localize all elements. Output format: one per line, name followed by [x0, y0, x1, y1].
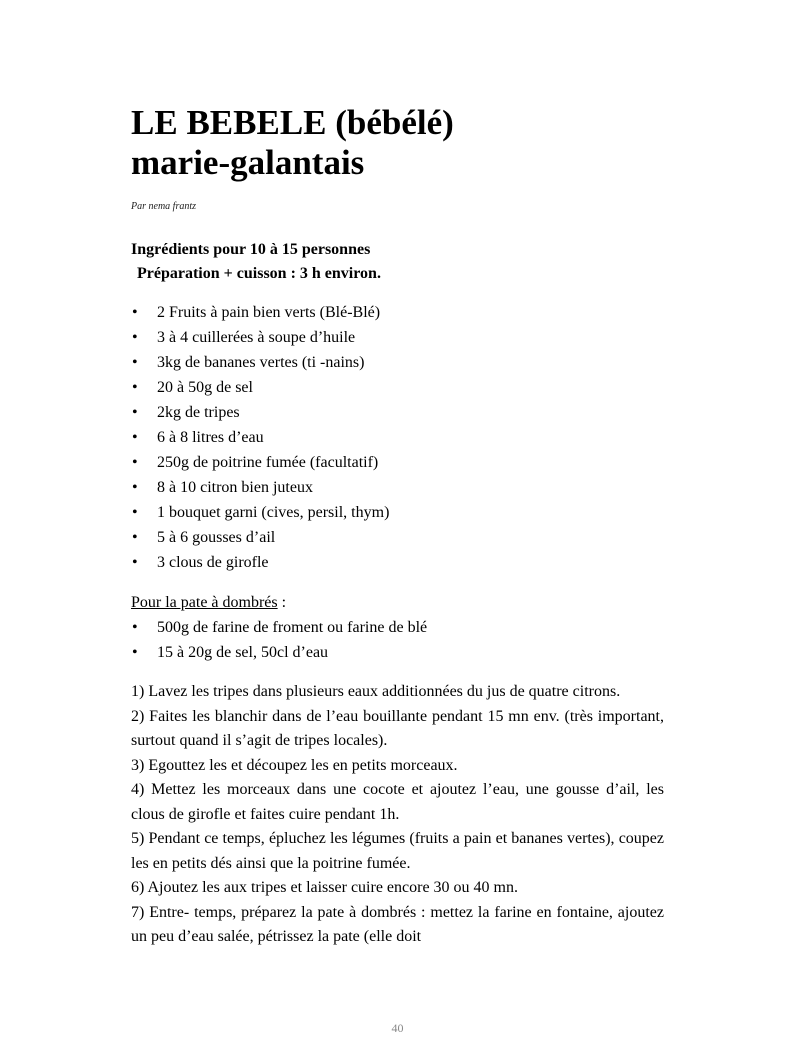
page-number: 40: [391, 1021, 404, 1035]
dough-title-colon: :: [277, 594, 287, 611]
list-item: • 250g de poitrine fumée (facultatif): [131, 450, 664, 475]
list-item: • 20 à 50g de sel: [131, 375, 664, 400]
servings-text: Ingrédients pour 10 à 15 personnes: [131, 241, 371, 258]
list-item: • 3kg de bananes vertes (ti -nains): [131, 350, 664, 375]
list-item: • 15 à 20g de sel, 50cl d’eau: [131, 640, 664, 665]
ingredients-list: [131, 300, 664, 575]
dough-title-underlined: Pour la pate à dombrés: [131, 594, 278, 611]
list-item: • 5 à 6 gousses d’ail: [131, 525, 664, 550]
list-item: • 2kg de tripes: [131, 400, 664, 425]
recipe-meta: [131, 238, 381, 286]
list-item: • 500g de farine de froment ou farine de blé: [131, 615, 664, 640]
list-item: • 6 à 8 litres d’eau: [131, 425, 664, 450]
list-item: • 2 Fruits à pain bien verts (Blé-Blé): [131, 300, 664, 325]
list-item: • 8 à 10 citron bien juteux: [131, 475, 664, 500]
list-item: • 3 clous de girofle: [131, 550, 664, 575]
dough-ingredients-list: [131, 615, 664, 665]
recipe-title: [131, 103, 664, 183]
step-paragraph: 2) Faites les blanchir dans de l’eau bouillante pendant 15 mn env. (très important, surtout quand il s’agit de tripes locales).: [131, 707, 664, 749]
list-item: • 1 bouquet garni (cives, persil, thym): [131, 500, 664, 525]
step-paragraph: 4) Mettez les morceaux dans une cocote et ajoutez l’eau, une gousse d’ail, les clous de girofle et faites cuire pendant 1h.: [131, 781, 664, 823]
step-paragraph: 5) Pendant ce temps, épluchez les légumes (fruits a pain et bananes vertes), coupez les en petits dés ainsi que la poitrine fumée.: [131, 830, 664, 872]
step-paragraph: 7) Entre- temps, préparez la pate à dombrés : mettez la farine en fontaine, ajoutez un peu d’eau salée, pétrissez la pate (elle doit: [131, 903, 664, 945]
step-paragraph: 1) Lavez les tripes dans plusieurs eaux additionnées du jus de quatre citrons.: [131, 683, 621, 700]
dough-section-title: [131, 591, 286, 615]
list-item: • 3 à 4 cuillerées à soupe d’huile: [131, 325, 664, 350]
step-paragraph: 6) Ajoutez les aux tripes et laisser cuire encore 30 ou 40 mn.: [131, 879, 518, 896]
instructions: [131, 680, 664, 950]
step-paragraph: 3) Egouttez les et découpez les en petits morceaux.: [131, 756, 458, 774]
recipe-title-line2: marie-galantais: [131, 143, 365, 182]
author-credit: Par nema frantz: [131, 201, 196, 212]
time-text: Préparation + cuisson : 3 h environ.: [137, 265, 381, 282]
recipe-title-line1: LE BEBELE (bébélé): [131, 103, 454, 142]
